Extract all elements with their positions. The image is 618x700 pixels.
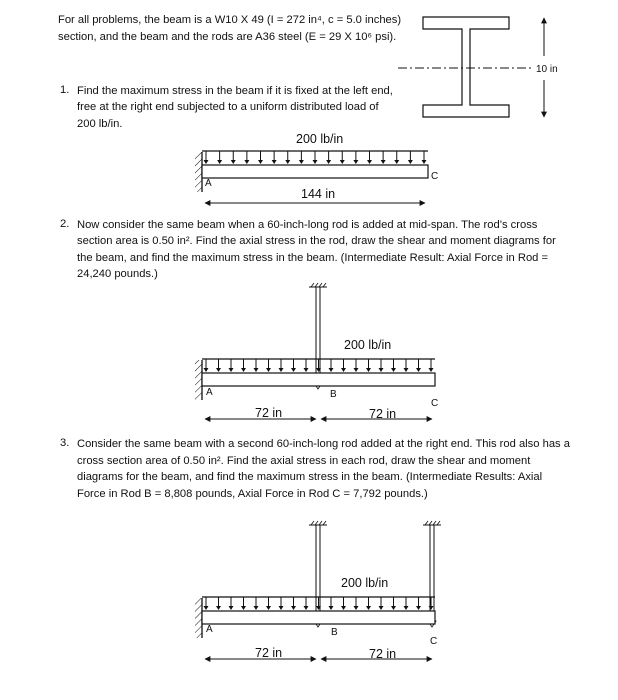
load-arrowhead — [285, 160, 290, 164]
load-arrowhead — [340, 160, 345, 164]
problem-3-line-4: Force in Rod B = 8,808 pounds, Axial Force in Rod C = 7,792 pounds.) — [77, 488, 428, 500]
load-arrowhead — [422, 160, 427, 164]
load-arrowhead — [279, 368, 284, 372]
fig2-wall-support — [195, 360, 202, 400]
load-arrowhead — [299, 160, 304, 164]
load-arrowhead — [394, 160, 399, 164]
load-arrowhead — [291, 368, 296, 372]
fig3-point-b-label: B — [331, 627, 338, 638]
load-arrowhead — [241, 368, 246, 372]
problem-2-line-1: Now consider the same beam when a 60-inch-long rod is added at mid-span. The rod’s cross — [77, 219, 538, 231]
fig3-support-a-label: A — [206, 624, 213, 635]
load-arrowhead — [379, 368, 384, 372]
load-arrowhead — [266, 606, 271, 610]
fig3-span-right-label: 72 in — [369, 647, 397, 661]
problem-2-number: 2. — [60, 218, 70, 230]
load-arrowhead — [326, 160, 331, 164]
load-arrowhead — [391, 606, 396, 610]
load-arrowhead — [404, 368, 409, 372]
problem-3-line-3: diagrams for the beam, and find the maximum stress in the beam. (Intermediate Results: Axial — [77, 471, 543, 483]
problem-2-line-2: section area is 0.50 in². Find the axial stress in the rod, draw the shear and moment diagrams for — [77, 235, 556, 247]
fig1-beam — [202, 165, 428, 178]
load-arrowhead — [391, 368, 396, 372]
problem-1-line-1: Find the maximum stress in the beam if it is fixed at the left end, — [77, 85, 393, 97]
load-arrowhead — [254, 368, 259, 372]
load-arrowhead — [329, 606, 334, 610]
fig2-beam — [202, 373, 435, 386]
fig2-point-c-label: C — [431, 398, 439, 409]
problem-1-line-3: 200 lb/in. — [77, 118, 123, 130]
load-arrowhead — [366, 368, 371, 372]
load-arrowhead — [416, 606, 421, 610]
load-arrowhead — [272, 160, 277, 164]
load-arrowhead — [217, 160, 222, 164]
load-arrowhead — [204, 606, 209, 610]
load-arrowhead — [204, 160, 209, 164]
fig1-span-label: 144 in — [301, 187, 336, 201]
load-arrowhead — [304, 606, 309, 610]
load-arrowhead — [231, 160, 236, 164]
fig3-load-label: 200 lb/in — [341, 576, 389, 590]
fig1-wall-support — [195, 152, 202, 192]
load-arrowhead — [258, 160, 263, 164]
section-depth-label: 10 in — [536, 64, 558, 75]
load-arrowhead — [244, 160, 249, 164]
load-arrowhead — [229, 606, 234, 610]
problem-3-line-1: Consider the same beam with a second 60-inch-long rod added at the right end. This rod also has a — [77, 438, 570, 450]
load-arrowhead — [379, 606, 384, 610]
problem-2-line-3: the beam, and find the maximum stress in the beam. (Intermediate Result: Axial Force in Rod = — [77, 252, 549, 264]
fig2-point-b-label: B — [330, 389, 337, 400]
load-arrowhead — [229, 368, 234, 372]
i-beam-section — [423, 17, 509, 117]
fig2-span-left-label: 72 in — [255, 406, 283, 420]
load-arrowhead — [367, 160, 372, 164]
intro-line-1: For all problems, the beam is a W10 X 49 (I = 272 in⁴, c = 5.0 inches) — [58, 14, 402, 26]
fig3-beam — [202, 611, 435, 624]
load-arrowhead — [381, 160, 386, 164]
fig3-wall-support — [195, 598, 202, 638]
fig1-support-a-label: A — [205, 178, 212, 189]
load-arrowhead — [216, 606, 221, 610]
fig2-load-label: 200 lb/in — [344, 338, 392, 352]
intro-line-2: section, and the beam and the rods are A36 steel (E = 29 X 10⁶ psi). — [58, 31, 397, 43]
problem-3-number: 3. — [60, 437, 70, 449]
load-arrowhead — [341, 606, 346, 610]
fig1-distributed-load — [202, 151, 428, 164]
load-arrowhead — [429, 368, 434, 372]
fig3-span-left-label: 72 in — [255, 646, 283, 660]
load-arrowhead — [304, 368, 309, 372]
load-arrowhead — [241, 606, 246, 610]
load-arrowhead — [204, 368, 209, 372]
load-arrowhead — [254, 606, 259, 610]
load-arrowhead — [279, 606, 284, 610]
fig2-support-a-label: A — [206, 387, 213, 398]
load-arrowhead — [329, 368, 334, 372]
problem-2-line-4: 24,240 pounds.) — [77, 268, 158, 280]
load-arrowhead — [266, 368, 271, 372]
fig1-load-label: 200 lb/in — [296, 132, 344, 146]
load-arrowhead — [416, 368, 421, 372]
problem-3-line-2: cross section area of 0.50 in². Find the axial stress in each rod, draw the shear and moment — [77, 455, 531, 467]
problem-1-number: 1. — [60, 84, 70, 96]
load-arrowhead — [404, 606, 409, 610]
load-arrowhead — [366, 606, 371, 610]
fig2-distributed-load — [202, 359, 435, 372]
load-arrowhead — [313, 160, 318, 164]
fig2-span-right-label: 72 in — [369, 407, 397, 421]
fig3-point-c-label: C — [430, 636, 438, 647]
fig1-point-c-label: C — [431, 171, 439, 182]
load-arrowhead — [354, 606, 359, 610]
load-arrowhead — [341, 368, 346, 372]
load-arrowhead — [216, 368, 221, 372]
problem-1-line-2: free at the right end subjected to a uniform distributed load of — [77, 101, 379, 113]
fig3-distributed-load — [202, 597, 435, 610]
load-arrowhead — [408, 160, 413, 164]
load-arrowhead — [354, 368, 359, 372]
load-arrowhead — [291, 606, 296, 610]
load-arrowhead — [353, 160, 358, 164]
